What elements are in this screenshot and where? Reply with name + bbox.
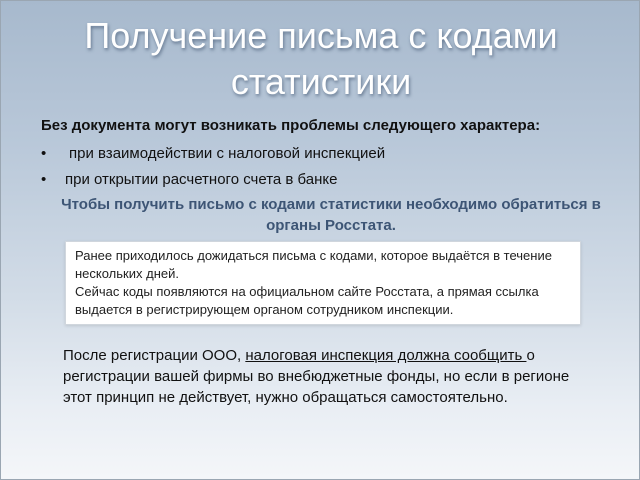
bottom-text-after: о регистрации вашей фирмы во внебюджетные фонды, но если в регионе этот принцип не действует, нужно обращаться самостоятельно. (63, 347, 570, 406)
notice-text: Чтобы получить письмо с кодами статистики необходимо обратиться в органы Росстата. (61, 196, 601, 234)
bottom-paragraph (63, 345, 583, 408)
slide-title (21, 13, 621, 105)
list-item-text: при открытии расчетного счета в банке (65, 171, 338, 188)
problem-list (41, 144, 601, 196)
list-item-text: при взаимодействии с налоговой инспекцией (69, 145, 386, 162)
list-item (41, 170, 601, 196)
bottom-text-before: После регистрации ООО, (63, 347, 246, 364)
slide-title-line-2: статистики (230, 61, 412, 102)
info-box-line-2: Сейчас коды появляются на официальном сайте Росстата, а прямая ссылка выдается в регистрирующем органом сотрудником инспекции. (75, 284, 539, 317)
info-box-line-1: Ранее приходилось дожидаться письма с кодами, которое выдаётся в течение нескольких дней. (75, 248, 552, 281)
list-item (41, 144, 601, 170)
slide-title-line-1: Получение письма с кодами (84, 15, 558, 56)
info-box (65, 241, 581, 325)
bullet-icon: • (41, 145, 47, 162)
intro-text: Без документа могут возникать проблемы следующего характера: (41, 117, 541, 134)
bullet-icon: • (41, 171, 47, 188)
tax-inspection-link[interactable]: налоговая инспекция должна сообщить (245, 347, 527, 364)
